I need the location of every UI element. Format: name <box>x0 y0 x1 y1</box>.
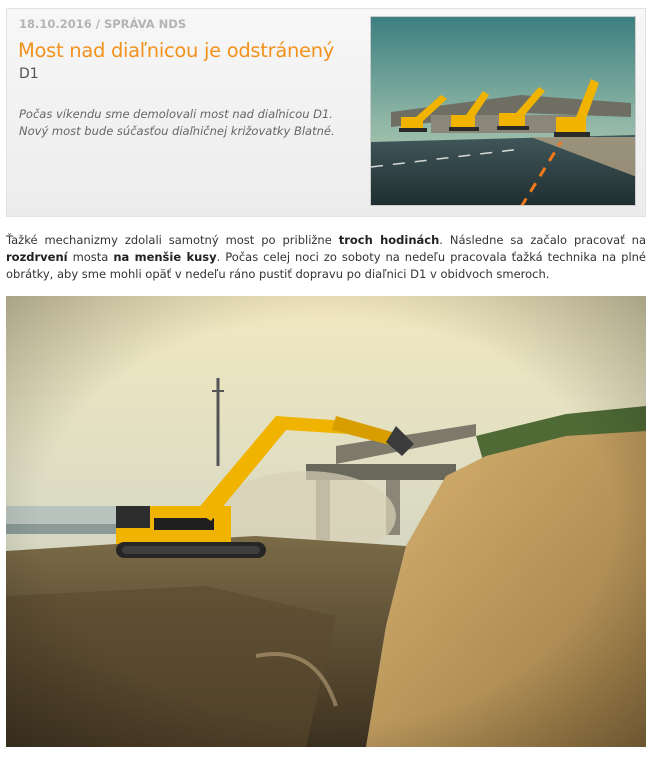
body-text-segment: . Následne sa začalo pracovať na <box>439 233 646 247</box>
article-header <box>6 8 646 217</box>
article-thumbnail-image[interactable] <box>370 16 636 206</box>
article-date-source: 18.10.2016 / SPRÁVA NDS <box>19 17 187 31</box>
body-text-segment: mosta <box>67 250 114 264</box>
article-category: D1 <box>19 66 39 82</box>
article-body <box>6 232 646 283</box>
body-text-segment: Ťažké mechanizmy zdolali samotný most po približne <box>6 233 339 247</box>
article-main-image[interactable] <box>6 296 646 747</box>
body-bold-segment: troch hodinách <box>338 233 440 247</box>
body-text-segment: . Počas celej noci zo soboty na nedeľu pracovala ťažká technika na plné obrátky, aby sme mohli opäť v nedeľu ráno pustiť dopravu po diaľnici D1 v obidvoch smeroch. <box>6 250 646 281</box>
body-bold-segment: na menšie kusy <box>113 250 217 264</box>
article-lead: Počas víkendu sme demolovali most nad diaľnicou D1. Nový most bude súčasťou diaľničnej križovatky Blatné. <box>19 107 335 138</box>
article-title[interactable]: Most nad diaľnicou je odstránený <box>18 39 335 62</box>
body-bold-segment: rozdrvení <box>6 250 68 264</box>
